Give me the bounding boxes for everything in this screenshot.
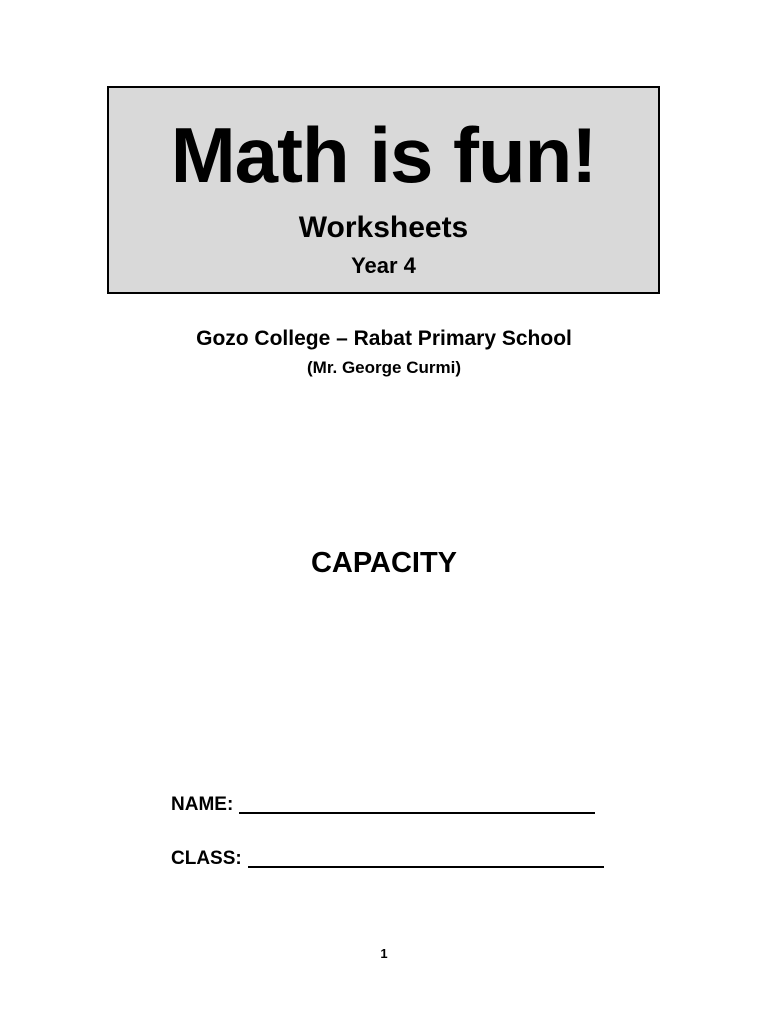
title-box [107, 86, 660, 294]
page-title: Math is fun! [170, 111, 597, 199]
class-field [171, 845, 611, 873]
teacher-name: (Mr. George Curmi) [307, 358, 461, 377]
year-level: Year 4 [351, 253, 416, 278]
page-number: 1 [380, 946, 388, 961]
class-blank-line [248, 846, 604, 868]
name-blank-line [239, 792, 595, 814]
name-label: NAME: [171, 794, 234, 815]
school-name: Gozo College – Rabat Primary School [196, 327, 572, 350]
name-field [171, 791, 611, 819]
worksheet-subtitle: Worksheets [298, 211, 469, 244]
topic-heading: CAPACITY [310, 547, 458, 579]
class-label: CLASS: [171, 848, 242, 869]
